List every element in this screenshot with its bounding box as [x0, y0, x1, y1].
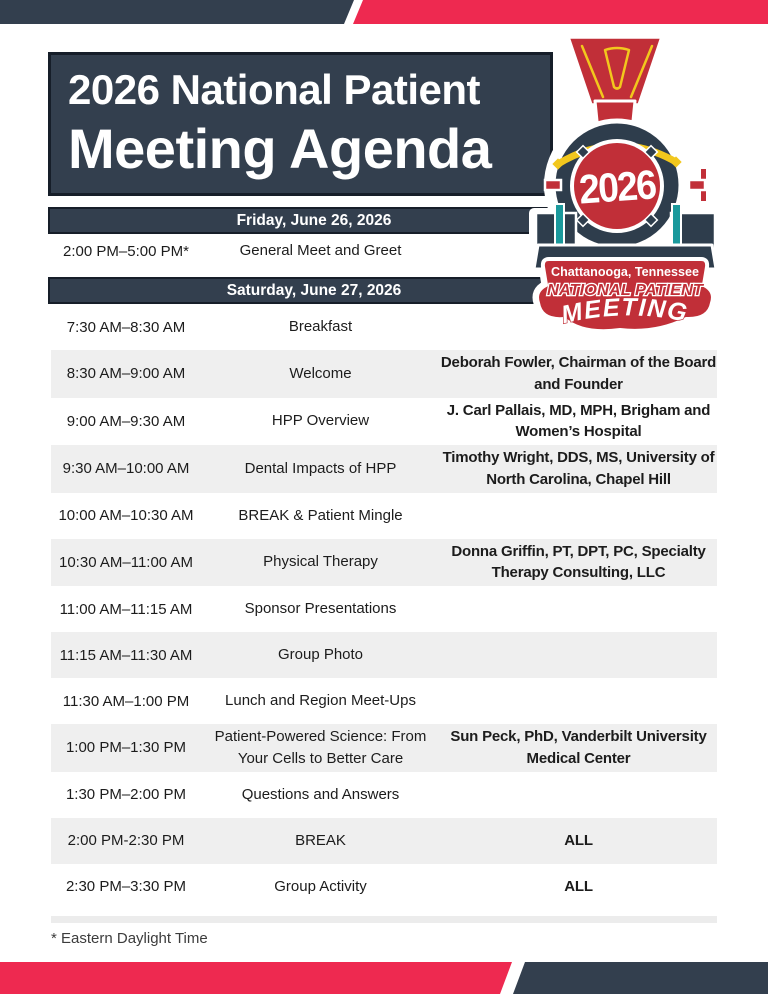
- agenda-row: [51, 864, 717, 910]
- event-cell: General Meet and Greet: [239, 242, 402, 260]
- time-cell: 11:15 AM–11:30 AM: [59, 646, 193, 664]
- time-cell: 2:00 PM-2:30 PM: [67, 832, 185, 849]
- logo-org-line1: NATIONAL PATIENT: [547, 282, 705, 299]
- event-cell: Group Activity: [274, 877, 367, 895]
- section-rows: [51, 304, 717, 910]
- speaker-cell: ALL: [564, 877, 593, 895]
- event-cell: Group Photo: [277, 646, 364, 664]
- agenda-row: [51, 445, 717, 493]
- time-cell: 7:30 AM–8:30 AM: [66, 318, 186, 336]
- smokestack-icon: [568, 37, 662, 131]
- section-header: Friday, June 26, 2026: [48, 207, 580, 234]
- page-title-line2: Meeting Agenda: [68, 117, 492, 180]
- event-cell: Breakfast: [288, 318, 353, 336]
- speaker-cell: Timothy Wright, DDS, MS, University of North Carolina, Chapel Hill: [442, 449, 715, 488]
- event-cell: Questions and Answers: [241, 785, 400, 803]
- time-cell: 10:30 AM–11:00 AM: [59, 553, 193, 571]
- agenda-row: [51, 724, 717, 772]
- event-cell: HPP Overview: [271, 412, 370, 430]
- speaker-cell: ALL: [564, 831, 593, 849]
- train-logo: [532, 35, 718, 340]
- event-cell: Lunch and Region Meet-Ups: [225, 692, 416, 710]
- logo-year: 2026: [577, 160, 664, 213]
- speaker-cell: Sun Peck, PhD, Vanderbilt University Medical Center: [450, 728, 707, 767]
- time-cell: 11:30 AM–1:00 PM: [62, 692, 190, 710]
- time-cell: 1:00 PM–1:30 PM: [65, 739, 187, 757]
- time-cell: 9:30 AM–10:00 AM: [62, 460, 190, 478]
- time-cell: 10:00 AM–10:30 AM: [58, 507, 194, 524]
- agenda-row: [51, 398, 717, 446]
- time-cell: 2:30 PM–3:30 PM: [65, 878, 187, 895]
- bottom-decorative-stripe: [0, 962, 768, 994]
- footnote: * Eastern Daylight Time: [51, 929, 208, 947]
- time-cell: 8:30 AM–9:00 AM: [66, 365, 186, 383]
- event-cell: BREAK & Patient Mingle: [238, 506, 403, 524]
- speaker-cell: Donna Griffin, PT, DPT, PC, Specialty Therapy Consulting, LLC: [451, 542, 706, 582]
- event-cell: Physical Therapy: [263, 553, 378, 571]
- table-bottom-divider: [51, 916, 717, 923]
- logo-banner: [537, 259, 713, 331]
- event-cell: Dental Impacts of HPP: [244, 459, 397, 477]
- top-decorative-stripe: [0, 0, 768, 24]
- agenda-row: [51, 350, 717, 398]
- year-plate: [572, 141, 662, 231]
- title-block: [48, 52, 553, 196]
- logo-location: Chattanooga, Tennessee: [551, 265, 700, 279]
- time-cell: 2:00 PM–5:00 PM*: [63, 242, 189, 260]
- agenda-row: [51, 632, 717, 678]
- event-cell: BREAK: [295, 831, 346, 849]
- agenda-row: [51, 772, 717, 818]
- event-cell: Sponsor Presentations: [244, 600, 397, 618]
- agenda-row: [51, 493, 717, 539]
- agenda-row: [51, 678, 717, 724]
- event-cell: Patient-Powered Science: From Your Cells to Better Care: [214, 728, 427, 767]
- time-cell: 9:00 AM–9:30 AM: [66, 412, 186, 430]
- speaker-cell: Deborah Fowler, Chairman of the Board and Founder: [440, 354, 717, 393]
- time-cell: 1:30 PM–2:00 PM: [65, 786, 187, 803]
- event-cell: Welcome: [289, 364, 352, 382]
- logo-org-line2: MEETING: [558, 293, 691, 330]
- time-cell: 11:00 AM–11:15 AM: [59, 600, 193, 618]
- agenda-row: [51, 586, 717, 632]
- speaker-cell: J. Carl Pallais, MD, MPH, Brigham and Women’s Hospital: [446, 401, 711, 441]
- agenda-row: [51, 539, 717, 587]
- agenda-row: [51, 818, 717, 864]
- section-header: Saturday, June 27, 2026: [48, 277, 580, 304]
- page-title-line1: 2026 National Patient: [68, 66, 480, 113]
